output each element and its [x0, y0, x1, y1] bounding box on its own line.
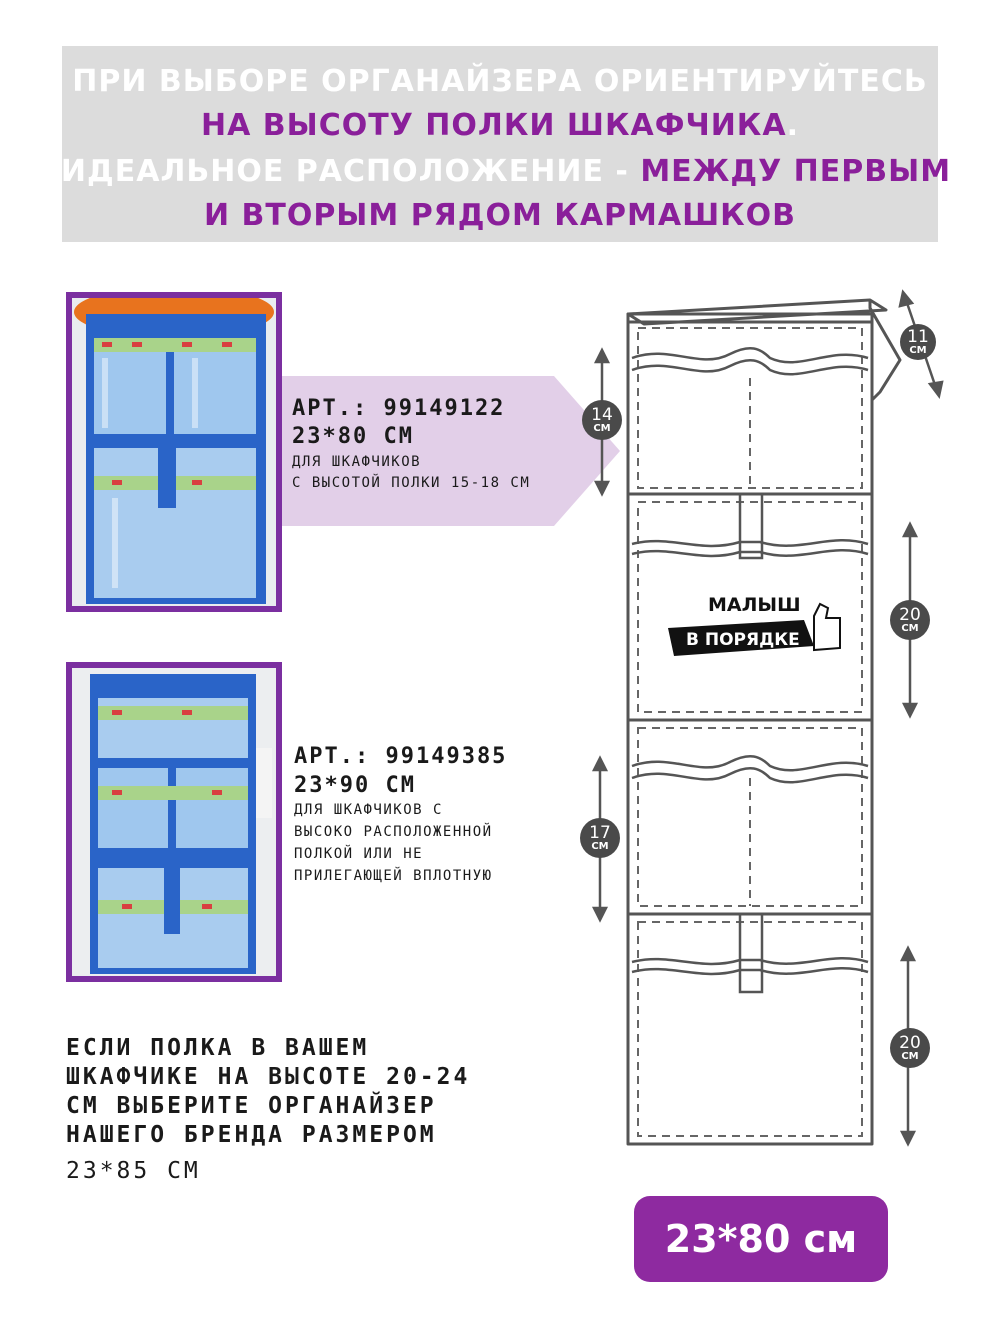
product1-desc-1: ДЛЯ ШКАФЧИКОВ — [292, 454, 422, 470]
bottom-note-size: 23*85 СМ — [66, 1158, 201, 1184]
organizer-photo-image-1 — [72, 298, 276, 606]
measure-badge-14: 14 СМ — [582, 400, 622, 440]
product2-desc-1: ДЛЯ ШКАФЧИКОВ С — [294, 802, 443, 818]
product2-size: 23*90 СМ — [294, 773, 416, 798]
product1-size: 23*80 СМ — [292, 424, 414, 449]
product2-desc-4: ПРИЛЕГАЮЩЕЙ ВПЛОТНУЮ — [294, 868, 493, 884]
product1-article: АРТ.: 99149122 — [292, 396, 506, 421]
product1-desc-2: С ВЫСОТОЙ ПОЛКИ 15-18 СМ — [292, 475, 531, 491]
logo-line-2: В ПОРЯДКЕ — [686, 630, 800, 650]
measure-badge-20-lower: 20 СМ — [890, 1028, 930, 1068]
measure-badge-20-upper: 20 СМ — [890, 600, 930, 640]
banner-line-2: НА ВЫСОТУ ПОЛКИ ШКАФЧИКА. — [201, 108, 799, 143]
product-photo-1 — [66, 292, 282, 612]
product-photo-2 — [66, 662, 282, 982]
logo-line-1: МАЛЫШ — [708, 594, 801, 616]
organizer-photo-image-2 — [72, 668, 276, 976]
banner-line-4: И ВТОРЫМ РЯДОМ КАРМАШКОВ — [203, 198, 797, 233]
product2-desc-2: ВЫСОКО РАСПОЛОЖЕННОЙ — [294, 824, 493, 840]
measure-badge-17: 17 СМ — [580, 818, 620, 858]
banner-highlight-shelf-height: НА ВЫСОТУ ПОЛКИ ШКАФЧИКА — [201, 108, 787, 143]
product2-article: АРТ.: 99149385 — [294, 744, 508, 769]
product2-desc-3: ПОЛКОЙ ИЛИ НЕ — [294, 846, 424, 862]
brand-logo — [664, 594, 854, 664]
size-pill: 23*80 см — [634, 1196, 888, 1282]
banner-line-3: ИДЕАЛЬНОЕ РАСПОЛОЖЕНИЕ - МЕЖДУ ПЕРВЫМ — [60, 154, 952, 189]
bottom-note: ЕСЛИ ПОЛКА В ВАШЕМ ШКАФЧИКЕ НА ВЫСОТЕ 20-24 СМ ВЫБЕРИТЕ ОРГАНАЙЗЕР НАШЕГО БРЕНДА РАЗМЕРОМ — [66, 1035, 471, 1148]
banner-line-1: ПРИ ВЫБОРЕ ОРГАНАЙЗЕРА ОРИЕНТИРУЙТЕСЬ — [72, 64, 928, 99]
measure-badge-11: 11 СМ — [900, 324, 936, 360]
